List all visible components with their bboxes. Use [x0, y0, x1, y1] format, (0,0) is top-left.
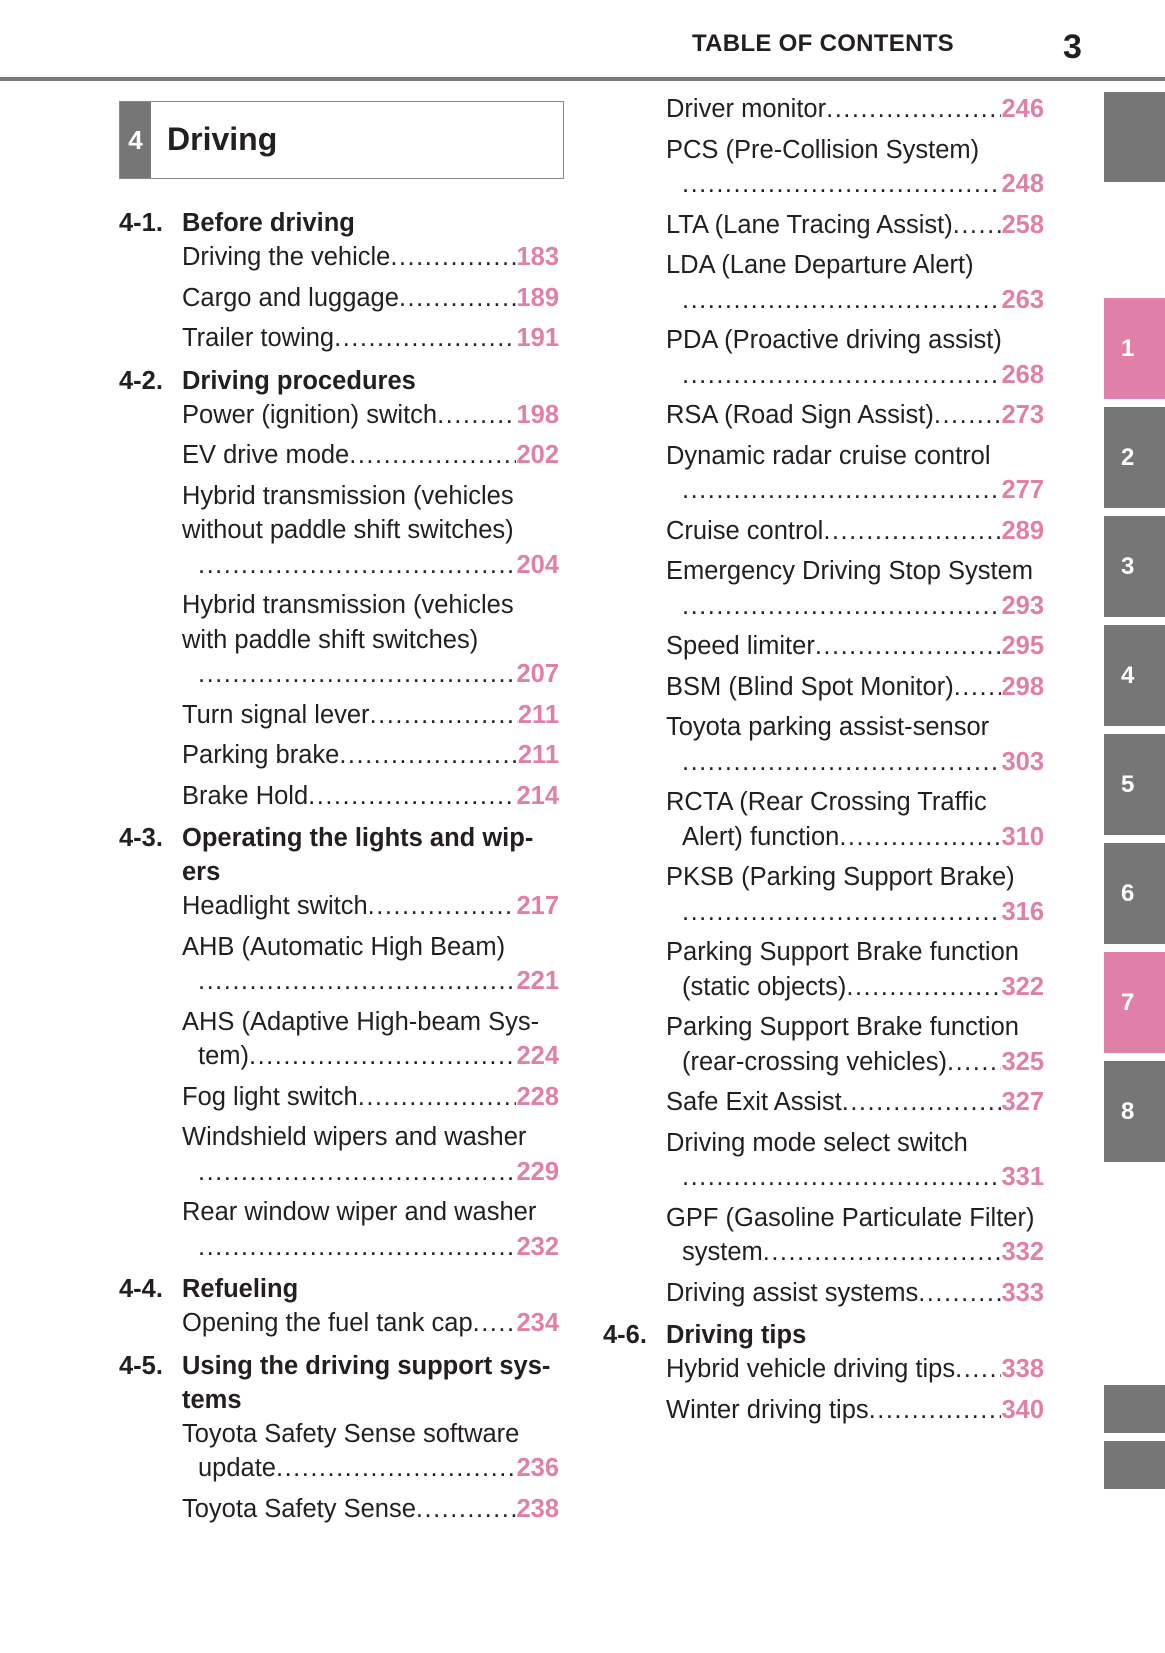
page-link[interactable]: 310 — [1001, 822, 1044, 851]
entry-title: Cruise control — [666, 516, 824, 545]
page-link[interactable]: 273 — [1001, 401, 1044, 429]
toc-entry[interactable] — [182, 1195, 559, 1264]
entry-title: tem) — [198, 1042, 249, 1070]
toc-entry[interactable] — [182, 1417, 559, 1486]
entry-title-line: Toyota parking assist-sensor — [666, 713, 990, 741]
dot-leader — [763, 1235, 1002, 1270]
section-number: 4-2. — [119, 366, 163, 395]
entry-title: update — [198, 1454, 276, 1482]
toc-entry[interactable] — [182, 698, 559, 733]
toc-entry[interactable] — [182, 1120, 559, 1189]
entry-title: Headlight switch — [182, 892, 368, 920]
toc-entry[interactable] — [666, 1276, 1044, 1311]
entry-title-line: PDA (Proactive driving assist) — [666, 326, 1002, 354]
chapter-heading — [119, 101, 564, 179]
entry-title: LTA (Lane Tracing Assist) — [666, 210, 953, 239]
chapter-tab-7[interactable]: 7 — [1104, 952, 1165, 1053]
chapter-tab-blank[interactable] — [1104, 92, 1165, 182]
dot-leader — [682, 745, 1001, 780]
page-link[interactable]: 325 — [1001, 1047, 1044, 1076]
page-link[interactable]: 258 — [1001, 210, 1044, 239]
entry-title: Driving the vehicle — [182, 243, 391, 271]
toc-entry[interactable] — [666, 935, 1044, 1004]
entry-title: EV drive mode — [182, 441, 350, 469]
page-link[interactable]: 228 — [516, 1082, 559, 1111]
dot-leader — [334, 321, 516, 356]
toc-entry[interactable] — [182, 889, 559, 924]
chapter-tab-blank[interactable] — [1104, 1385, 1165, 1433]
dot-leader — [198, 1230, 516, 1265]
dot-leader — [934, 398, 1002, 433]
toc-entry[interactable] — [666, 323, 1044, 392]
chapter-tab-8[interactable]: 8 — [1104, 1061, 1165, 1162]
dot-leader — [198, 964, 516, 999]
dot-leader — [682, 895, 1001, 930]
page-link[interactable]: 221 — [516, 967, 559, 995]
entry-title-line: Windshield wipers and washer — [182, 1123, 527, 1151]
entry-title-line: Emergency Driving Stop System — [666, 557, 1034, 585]
page-link[interactable]: 236 — [516, 1454, 559, 1482]
entry-title-line: RCTA (Rear Crossing Traffic — [666, 788, 987, 816]
dot-leader — [682, 358, 1001, 393]
chapter-tab-6[interactable]: 6 — [1104, 843, 1165, 944]
page-link[interactable]: 207 — [516, 660, 559, 688]
entry-title-line: Hybrid transmission (vehicles — [182, 591, 514, 619]
dot-leader — [682, 1160, 1001, 1195]
dot-leader — [198, 1155, 516, 1190]
page-number: 3 — [1063, 28, 1082, 66]
dot-leader — [198, 548, 516, 583]
toc-entry[interactable] — [182, 1005, 559, 1074]
page-link[interactable]: 224 — [516, 1042, 559, 1070]
entry-title-line: LDA (Lane Departure Alert) — [666, 251, 974, 279]
dot-leader — [953, 208, 1002, 243]
dot-leader — [839, 820, 1001, 855]
entry-title: RSA (Road Sign Assist) — [666, 401, 934, 429]
chapter-tab-2[interactable]: 2 — [1104, 407, 1165, 508]
dot-leader — [399, 281, 517, 316]
page-link[interactable]: 211 — [517, 700, 559, 729]
toc-entry[interactable] — [666, 670, 1044, 705]
page-link[interactable]: 246 — [1001, 95, 1044, 123]
dot-leader — [473, 1306, 517, 1341]
dot-leader — [955, 1352, 1001, 1387]
toc-entry[interactable] — [666, 208, 1044, 243]
page-link[interactable]: 232 — [516, 1232, 559, 1261]
dot-leader — [815, 629, 1002, 664]
entry-title: Alert) function — [682, 822, 840, 851]
section-title: Before driving — [182, 209, 355, 237]
page-link[interactable]: 298 — [1001, 672, 1044, 701]
toc-entry[interactable] — [182, 1080, 559, 1115]
page-link[interactable]: 340 — [1001, 1395, 1044, 1424]
section-title: Refueling — [182, 1275, 299, 1303]
entry-title-line: Driving mode select switch — [666, 1128, 968, 1157]
page-link[interactable]: 268 — [1001, 360, 1044, 389]
page-link[interactable]: 338 — [1001, 1355, 1044, 1383]
section-title: Driving tips — [666, 1321, 807, 1349]
entry-title-line: GPF (Gasoline Particulate Filter) — [666, 1203, 1035, 1232]
entry-title-line: without paddle shift switches) — [182, 516, 514, 544]
dot-leader — [846, 970, 1001, 1005]
toc-entry[interactable] — [182, 930, 559, 999]
section-title: Using the driving support sys-tems — [182, 1351, 551, 1414]
dot-leader — [823, 514, 1001, 549]
page-link[interactable]: 198 — [516, 400, 559, 429]
entry-title: Parking brake — [182, 741, 340, 769]
dot-leader — [416, 1492, 517, 1527]
toc-entry[interactable] — [666, 248, 1044, 317]
toc-entry[interactable] — [666, 1010, 1044, 1079]
dot-leader — [682, 167, 1001, 202]
chapter-title: Driving — [167, 121, 278, 157]
toc-entry[interactable] — [182, 779, 559, 814]
dot-leader — [390, 240, 516, 275]
dot-leader — [918, 1276, 1001, 1311]
toc-entry[interactable] — [666, 554, 1044, 623]
chapter-tab-3[interactable]: 3 — [1104, 516, 1165, 617]
page-link[interactable]: 234 — [516, 1309, 559, 1337]
dot-leader — [276, 1451, 516, 1486]
entry-title: (rear-crossing vehicles) — [682, 1047, 947, 1076]
page-link[interactable]: 332 — [1001, 1238, 1044, 1266]
page-link[interactable]: 229 — [516, 1157, 559, 1186]
dot-leader — [349, 438, 516, 473]
entry-title: Fog light switch — [182, 1082, 358, 1111]
section-title: Operating the lights and wip-ers — [182, 824, 534, 886]
section-number: 4-4. — [119, 1275, 163, 1303]
toc-entry[interactable] — [666, 710, 1044, 779]
dot-leader — [947, 1045, 1001, 1080]
dot-leader — [249, 1039, 516, 1074]
entry-title: Speed limiter — [666, 632, 815, 660]
section-title: Driving procedures — [182, 366, 416, 395]
dot-leader — [842, 1085, 1002, 1120]
page-link[interactable]: 183 — [516, 243, 559, 271]
toc-section-heading[interactable] — [119, 206, 559, 240]
dot-leader — [368, 889, 517, 924]
page-link[interactable]: 331 — [1001, 1163, 1044, 1191]
page-link[interactable]: 293 — [1001, 591, 1044, 620]
entry-title-line: AHS (Adaptive High-beam Sys- — [182, 1007, 540, 1036]
toc-left-column — [119, 206, 559, 1532]
toc-entry[interactable] — [182, 321, 559, 356]
section-number: 4-3. — [119, 824, 163, 852]
entry-title-line: with paddle shift switches) — [182, 625, 479, 654]
toc-entry[interactable] — [182, 1492, 559, 1527]
page-link[interactable]: 295 — [1001, 632, 1044, 660]
page-link[interactable]: 289 — [1001, 516, 1044, 545]
toc-section-heading[interactable] — [119, 1349, 559, 1417]
toc-entry[interactable] — [182, 1306, 559, 1341]
toc-entry[interactable] — [666, 785, 1044, 854]
page-link[interactable]: 248 — [1001, 170, 1044, 198]
entry-title-line: Rear window wiper and washer — [182, 1198, 537, 1226]
entry-title: Trailer towing — [182, 324, 335, 352]
entry-title: Hybrid vehicle driving tips — [666, 1355, 956, 1383]
page-link[interactable]: 327 — [1001, 1088, 1044, 1116]
section-number: 4-5. — [119, 1351, 163, 1380]
dot-leader — [826, 92, 1001, 127]
toc-entry[interactable] — [182, 588, 559, 692]
entry-title: Toyota Safety Sense — [182, 1494, 416, 1523]
page-link[interactable]: 211 — [517, 741, 559, 769]
toc-entry[interactable] — [182, 281, 559, 316]
toc-entry[interactable] — [182, 438, 559, 473]
header-divider — [0, 77, 1165, 81]
page-link[interactable]: 191 — [516, 324, 559, 352]
toc-entry[interactable] — [666, 439, 1044, 508]
page-link[interactable]: 333 — [1001, 1278, 1044, 1307]
entry-title-line: PKSB (Parking Support Brake) — [666, 863, 1015, 891]
toc-entry[interactable] — [666, 860, 1044, 929]
entry-title: Cargo and luggage — [182, 283, 399, 312]
page-link[interactable]: 263 — [1001, 285, 1044, 314]
toc-entry[interactable] — [666, 629, 1044, 664]
toc-entry[interactable] — [666, 1393, 1044, 1428]
dot-leader — [869, 1393, 1002, 1428]
dot-leader — [339, 738, 518, 773]
entry-title: Power (ignition) switch — [182, 400, 438, 429]
toc-entry[interactable] — [666, 133, 1044, 202]
page-link[interactable]: 322 — [1001, 972, 1044, 1001]
toc-right-column — [603, 92, 1044, 1433]
entry-title-line: Dynamic radar cruise control — [666, 441, 991, 470]
dot-leader — [308, 779, 516, 814]
toc-section-heading[interactable] — [603, 1318, 1044, 1352]
toc-section-heading[interactable] — [119, 821, 559, 889]
toc-entry[interactable] — [666, 1201, 1044, 1270]
chapter-tab-5[interactable]: 5 — [1104, 734, 1165, 835]
entry-title-line: PCS (Pre-Collision System) — [666, 135, 980, 164]
toc-entry[interactable] — [666, 1085, 1044, 1120]
page-link[interactable]: 217 — [516, 892, 559, 920]
entry-title: Brake Hold — [182, 781, 309, 810]
entry-title-line: Toyota Safety Sense software — [182, 1419, 520, 1448]
page-link[interactable]: 277 — [1001, 476, 1044, 504]
entry-title: BSM (Blind Spot Monitor) — [666, 672, 954, 701]
toc-entry[interactable] — [666, 514, 1044, 549]
dot-leader — [437, 398, 516, 433]
dot-leader — [370, 698, 518, 733]
section-number: 4-1. — [119, 209, 163, 237]
page-link[interactable]: 189 — [516, 283, 559, 312]
header-title: TABLE OF CONTENTS — [692, 30, 954, 57]
toc-entry[interactable] — [182, 738, 559, 773]
entry-title-line: Parking Support Brake function — [666, 938, 1019, 966]
entry-title: Driving assist systems — [666, 1278, 919, 1307]
toc-entry[interactable] — [182, 398, 559, 433]
dot-leader — [682, 589, 1001, 624]
page-link[interactable]: 204 — [516, 550, 559, 579]
toc-entry[interactable] — [666, 1126, 1044, 1195]
entry-title: Turn signal lever — [182, 700, 370, 729]
entry-title: Safe Exit Assist — [666, 1088, 842, 1116]
dot-leader — [682, 473, 1001, 508]
toc-section-heading[interactable] — [119, 1272, 559, 1306]
dot-leader — [954, 670, 1002, 705]
entry-title: system — [682, 1238, 763, 1266]
dot-leader — [358, 1080, 517, 1115]
page-link[interactable]: 316 — [1001, 897, 1044, 926]
entry-title: Opening the fuel tank cap — [182, 1309, 473, 1337]
entry-title: Winter driving tips — [666, 1395, 869, 1424]
dot-leader — [198, 657, 516, 692]
entry-title: (static objects) — [682, 972, 847, 1001]
chapter-tab-1[interactable]: 1 — [1104, 298, 1165, 399]
chapter-tab-blank[interactable] — [1104, 1441, 1165, 1489]
dot-leader — [682, 283, 1001, 318]
entry-title-line: Parking Support Brake function — [666, 1013, 1019, 1041]
entry-title-line: Hybrid transmission (vehicles — [182, 481, 514, 510]
page-link[interactable]: 303 — [1001, 747, 1044, 776]
toc-entry[interactable] — [182, 240, 559, 275]
page-link[interactable]: 214 — [516, 781, 559, 810]
toc-entry[interactable] — [666, 398, 1044, 433]
entry-title: Driver monitor — [666, 95, 827, 123]
section-number: 4-6. — [603, 1321, 647, 1349]
toc-entry[interactable] — [182, 479, 559, 583]
page-link[interactable]: 202 — [516, 441, 559, 469]
page-link[interactable]: 238 — [516, 1494, 559, 1523]
toc-entry[interactable] — [666, 1352, 1044, 1387]
entry-title-line: AHB (Automatic High Beam) — [182, 932, 506, 961]
chapter-tab-4[interactable]: 4 — [1104, 625, 1165, 726]
toc-entry[interactable] — [666, 92, 1044, 127]
chapter-number: 4 — [120, 102, 151, 178]
toc-section-heading[interactable] — [119, 364, 559, 398]
